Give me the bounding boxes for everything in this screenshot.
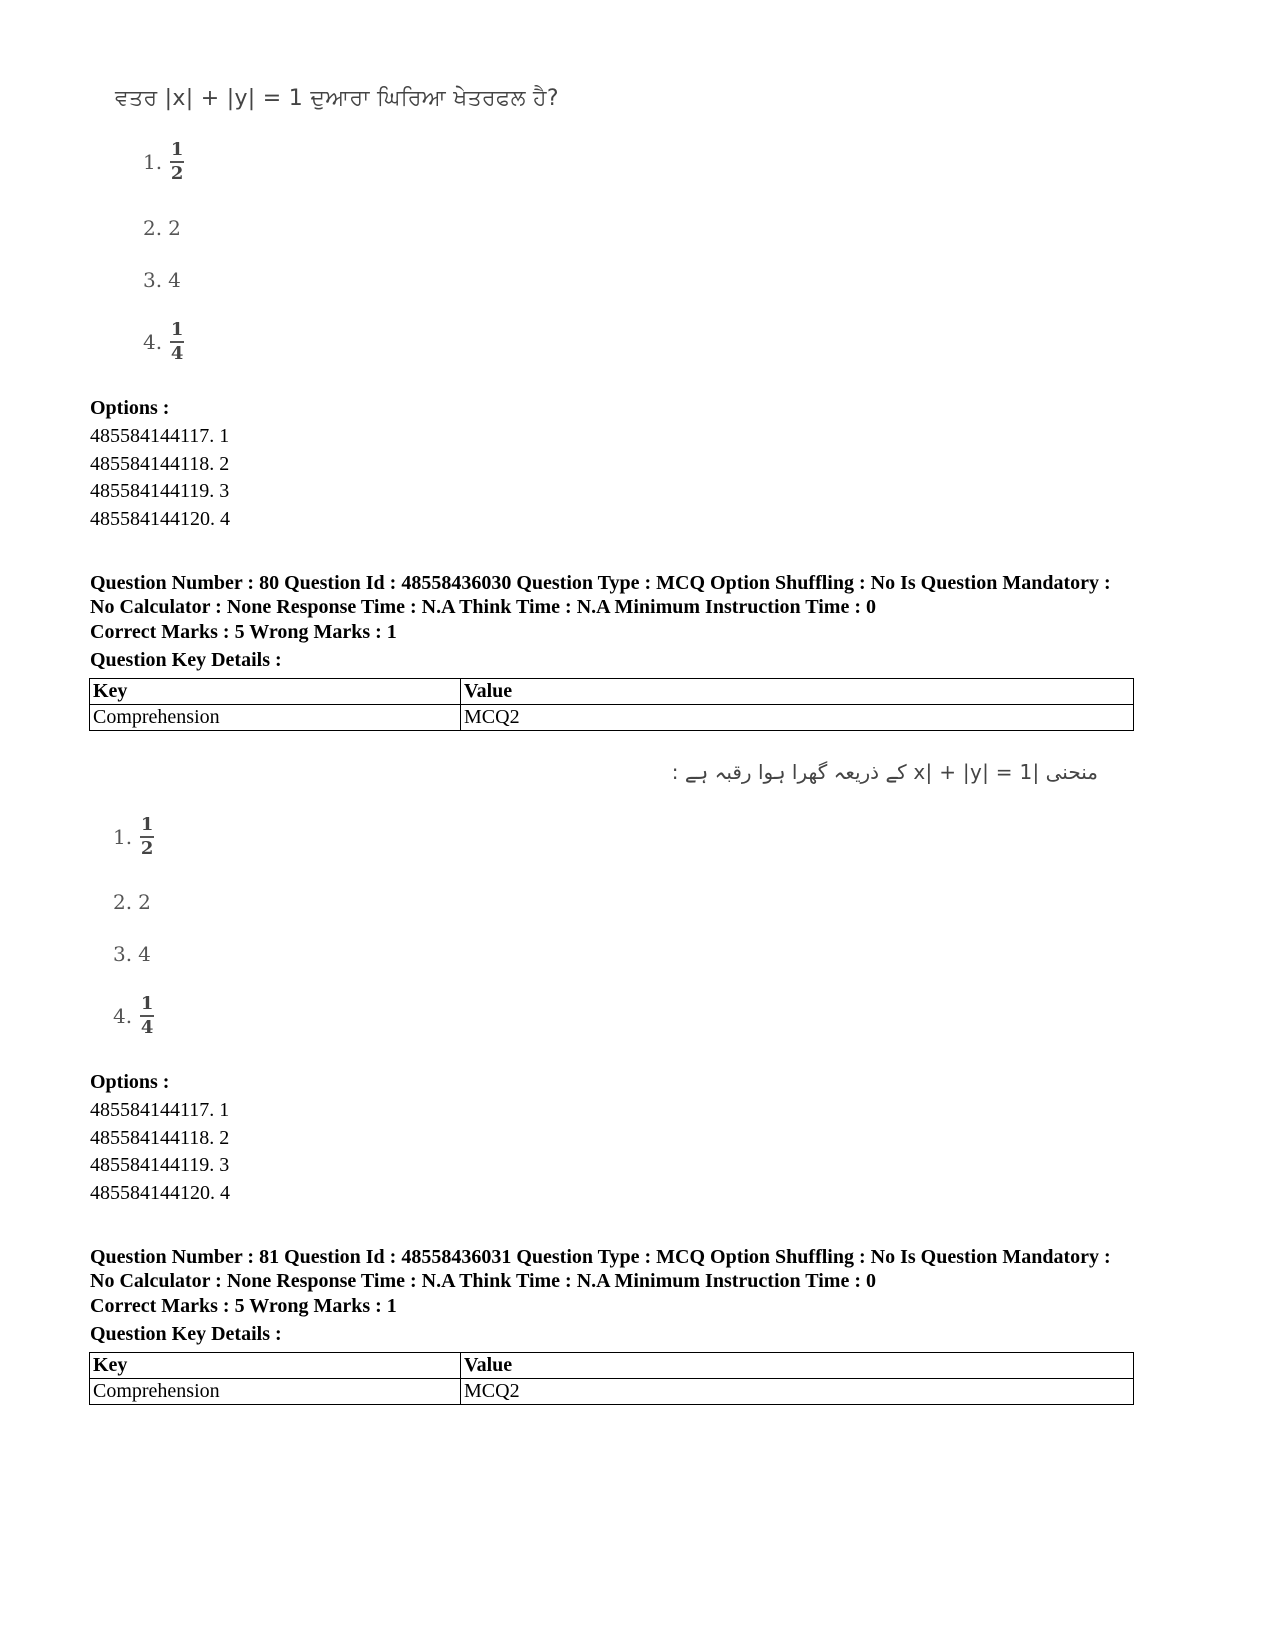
numerator: 1 — [170, 139, 184, 160]
marks-line: Correct Marks : 5 Wrong Marks : 1 — [90, 1295, 397, 1317]
table-header-row — [90, 1353, 1134, 1379]
choice-3 — [143, 268, 181, 292]
numerator: 1 — [140, 993, 154, 1014]
denominator: 4 — [170, 343, 184, 364]
option-line: 485584144120. 4 — [90, 508, 230, 530]
fraction — [170, 140, 184, 184]
choice-number: 4. — [143, 330, 163, 354]
choice-1 — [113, 815, 154, 859]
question-meta-line: No Calculator : None Response Time : N.A Think Time : N.A Minimum Instruction Time : 0 — [90, 1270, 876, 1292]
table-row — [90, 1379, 1134, 1405]
choice-value: 2 — [168, 216, 181, 240]
table-header-row — [90, 679, 1134, 705]
fraction — [170, 320, 184, 364]
choice-number: 3. — [143, 268, 163, 292]
question-meta-line: Question Number : 81 Question Id : 48558436031 Question Type : MCQ Option Shuffling : No Is Question Mandatory : — [90, 1246, 1111, 1268]
question-meta — [90, 1245, 1150, 1293]
key-details-table — [89, 1352, 1134, 1405]
choice-value: 2 — [138, 890, 151, 914]
choice-value: 4 — [168, 268, 181, 292]
question-text-urdu: منحنی |x| + |y| = 1 کے ذریعہ گھرا ہوا رقبہ ہے : — [671, 760, 1098, 784]
option-line: 485584144119. 3 — [90, 480, 230, 502]
choice-value: 4 — [138, 942, 151, 966]
table-row — [90, 705, 1134, 731]
option-line: 485584144117. 1 — [90, 1099, 230, 1121]
choice-4 — [113, 994, 154, 1038]
key-details-label: Question Key Details : — [90, 1323, 282, 1345]
table-header-cell: Value — [461, 679, 1134, 705]
denominator: 2 — [170, 163, 184, 184]
options-label: Options : — [90, 397, 170, 419]
fraction — [140, 994, 154, 1038]
table-cell: MCQ2 — [461, 705, 1134, 731]
key-details-table — [89, 678, 1134, 731]
choice-2 — [113, 890, 151, 914]
table-header-cell: Value — [461, 1353, 1134, 1379]
options-label: Options : — [90, 1071, 170, 1093]
question-text-punjabi: ਵਤਰ |x| + |y| = 1 ਦੁਆਰਾ ਘਿਰਿਆ ਖੇਤਰਫਲ ਹੈ? — [115, 86, 559, 111]
choice-2 — [143, 216, 181, 240]
numerator: 1 — [140, 814, 154, 835]
question-meta-line: No Calculator : None Response Time : N.A Think Time : N.A Minimum Instruction Time : 0 — [90, 596, 876, 618]
choice-number: 4. — [113, 1004, 133, 1028]
denominator: 4 — [140, 1017, 154, 1038]
choice-number: 3. — [113, 942, 133, 966]
option-line: 485584144120. 4 — [90, 1182, 230, 1204]
marks-line: Correct Marks : 5 Wrong Marks : 1 — [90, 621, 397, 643]
table-cell: MCQ2 — [461, 1379, 1134, 1405]
option-line: 485584144119. 3 — [90, 1154, 230, 1176]
option-line: 485584144118. 2 — [90, 1127, 230, 1149]
denominator: 2 — [140, 838, 154, 859]
key-details-label: Question Key Details : — [90, 649, 282, 671]
choice-3 — [113, 942, 151, 966]
choice-4 — [143, 320, 184, 364]
table-header-cell: Key — [90, 679, 461, 705]
fraction — [140, 815, 154, 859]
question-meta-line: Question Number : 80 Question Id : 48558436030 Question Type : MCQ Option Shuffling : No Is Question Mandatory : — [90, 572, 1111, 594]
table-cell: Comprehension — [90, 705, 461, 731]
table-header-cell: Key — [90, 1353, 461, 1379]
choice-number: 1. — [113, 825, 133, 849]
table-cell: Comprehension — [90, 1379, 461, 1405]
question-meta — [90, 571, 1150, 619]
choice-number: 2. — [143, 216, 163, 240]
choice-1 — [143, 140, 184, 184]
option-line: 485584144117. 1 — [90, 425, 230, 447]
choice-number: 2. — [113, 890, 133, 914]
option-line: 485584144118. 2 — [90, 453, 230, 475]
numerator: 1 — [170, 319, 184, 340]
choice-number: 1. — [143, 150, 163, 174]
